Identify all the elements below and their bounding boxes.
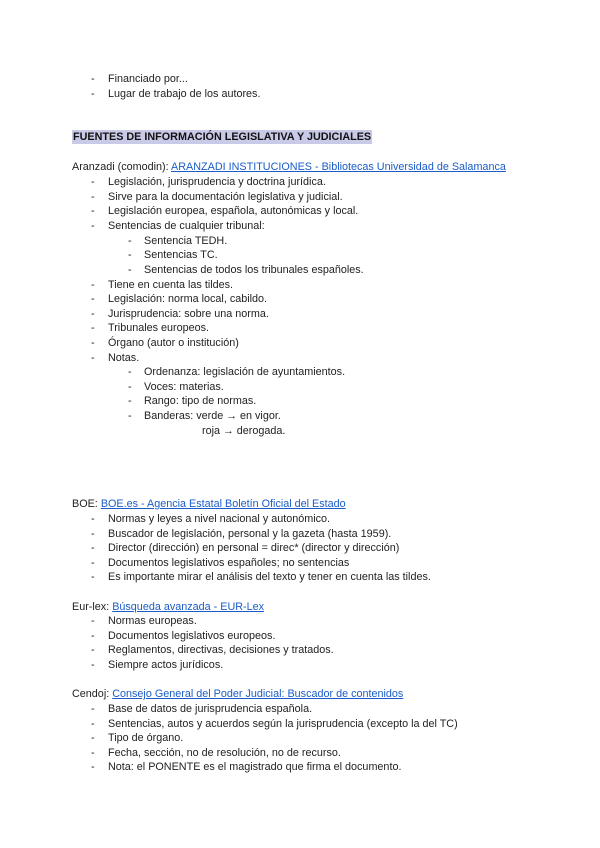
bullet-dash: - (91, 644, 95, 657)
list-item: Buscador de legislación, personal y la gazeta (hasta 1959). (108, 527, 392, 540)
bullet-dash: - (128, 249, 132, 262)
list-item: Director (dirección) en personal = direc* (director y dirección) (108, 542, 400, 555)
sub-list-item: Ordenanza: legislación de ayuntamientos. (144, 366, 346, 378)
section-heading: FUENTES DE INFORMACIÓN LEGISLATIVA Y JUDICIALES (73, 131, 372, 143)
bullet-dash: - (91, 542, 95, 555)
list-item: Legislación: norma local, cabildo. (108, 293, 268, 306)
sub-list-item: Banderas: verde → en vigor. (144, 409, 281, 422)
bullet-dash: - (91, 73, 95, 85)
list-item: Documentos legislativos europeos. (108, 629, 276, 642)
list-item: Normas y leyes a nivel nacional y autonómico. (108, 513, 331, 525)
sub-list-item: Voces: materias. (144, 380, 224, 393)
boe-link[interactable]: BOE.es - Agencia Estatal Boletín Oficial del Estado (100, 498, 346, 510)
bullet-dash: - (91, 336, 95, 349)
list-item: Tipo de órgano. (108, 732, 184, 745)
list-item: Normas europeas. (108, 615, 197, 627)
list-item: Reglamentos, directivas, decisiones y tratados. (108, 644, 334, 657)
bullet-dash: - (91, 615, 95, 627)
list-item: Nota: el PONENTE es el magistrado que firma el documento. (108, 761, 402, 774)
bullet-dash: - (91, 176, 95, 188)
bullet-dash: - (91, 205, 95, 218)
list-item: Fecha, sección, no de resolución, no de recurso. (108, 746, 341, 759)
aranzadi-source-line (72, 160, 506, 174)
bullet-dash: - (91, 351, 95, 364)
bullet-dash: - (91, 658, 95, 671)
sub-list-item: Sentencia TEDH. (144, 234, 228, 247)
list-item: Órgano (autor o institución) (108, 336, 239, 349)
sub-list-item: Rango: tipo de normas. (144, 395, 257, 408)
eurlex-label: Eur-lex: (72, 600, 110, 613)
list-item: Tiene en cuenta las tildes. (108, 278, 234, 291)
list-item: Es importante mirar el análisis del texto y tener en cuenta las tildes. (108, 571, 431, 584)
list-item: Documentos legislativos españoles; no sentencias (108, 556, 350, 569)
list-item: Tribunales europeos. (108, 322, 210, 335)
bullet-dash: - (91, 293, 95, 306)
bullet-dash: - (91, 322, 95, 335)
bullet-dash: - (91, 717, 95, 730)
list-item: Lugar de trabajo de los autores. (108, 87, 261, 100)
bullet-dash: - (91, 278, 95, 291)
bullet-dash: - (91, 190, 95, 203)
sub-list-item: Sentencias de todos los tribunales españoles. (144, 263, 364, 276)
list-item: Siempre actos jurídicos. (108, 658, 224, 671)
bullet-dash: - (91, 307, 95, 320)
cendoj-label: Cendoj: (72, 688, 110, 700)
list-item: Base de datos de jurisprudencia española. (108, 703, 313, 715)
boe-source-line (72, 497, 346, 511)
bullet-dash: - (91, 761, 95, 774)
bullet-dash: - (128, 380, 132, 393)
boe-label: BOE: (72, 498, 98, 510)
list-item: Jurisprudencia: sobre una norma. (108, 307, 269, 320)
bullet-dash: - (91, 732, 95, 745)
sub-list-item: Sentencias TC. (144, 249, 218, 262)
bullet-dash: - (91, 629, 95, 642)
cendoj-link[interactable]: Consejo General del Poder Judicial: Buscador de contenidos (112, 688, 404, 700)
eurlex-link[interactable]: Búsqueda avanzada - EUR-Lex (112, 600, 265, 613)
bullet-dash: - (128, 234, 132, 247)
bullet-dash: - (91, 703, 95, 715)
bullet-dash: - (91, 556, 95, 569)
bullet-dash: - (91, 571, 95, 584)
bullet-dash: - (91, 219, 95, 232)
bullet-dash: - (91, 87, 95, 100)
list-item: Sentencias, autos y acuerdos según la jurisprudencia (excepto la del TC) (108, 717, 458, 730)
eurlex-source-line (72, 600, 264, 614)
aranzadi-label: Aranzadi (comodin): (72, 161, 169, 173)
bullet-dash: - (128, 366, 132, 378)
bullet-dash: - (91, 746, 95, 759)
sub-list-continuation: roja → derogada. (202, 424, 286, 437)
list-item: Legislación europea, española, autonómicas y local. (108, 205, 359, 218)
aranzadi-link[interactable]: ARANZADI INSTITUCIONES - Bibliotecas Universidad de Salamanca (171, 161, 506, 173)
bullet-dash: - (128, 263, 132, 276)
list-item: Sirve para la documentación legislativa y judicial. (108, 190, 343, 203)
list-item: Legislación, jurisprudencia y doctrina jurídica. (108, 176, 326, 188)
list-item: Notas. (108, 351, 140, 364)
bullet-dash: - (91, 527, 95, 540)
list-item: Financiado por... (108, 73, 188, 85)
cendoj-source-line (72, 687, 403, 701)
bullet-dash: - (128, 395, 132, 408)
bullet-dash: - (91, 513, 95, 525)
list-item: Sentencias de cualquier tribunal: (108, 219, 265, 232)
bullet-dash: - (128, 409, 132, 422)
